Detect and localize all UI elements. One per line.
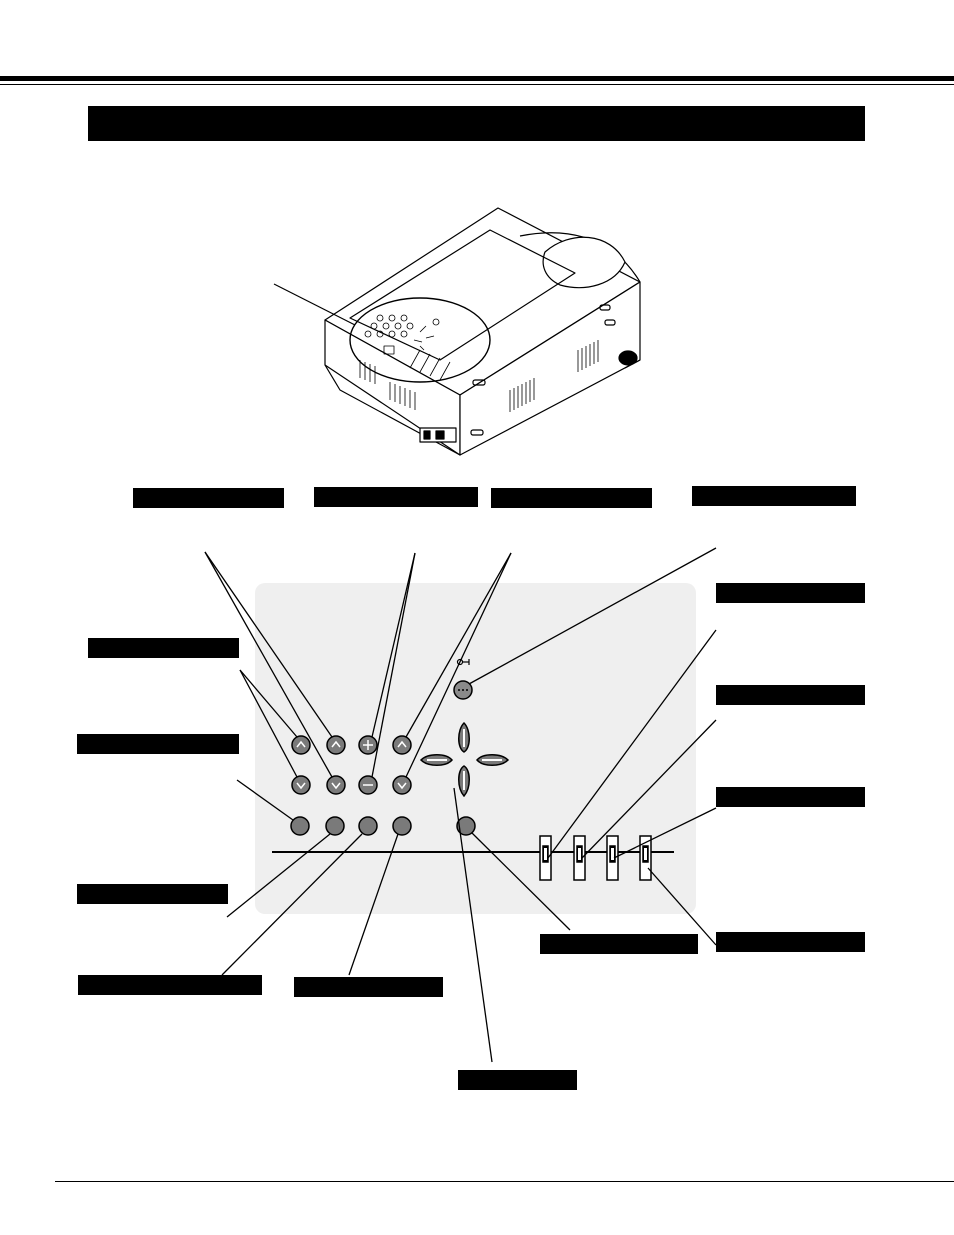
- callout-label-top-3: [491, 488, 652, 508]
- round-button-1[interactable]: [291, 817, 309, 835]
- callout-label-left-1: [88, 638, 239, 658]
- callout-label-right-3: [716, 787, 865, 807]
- callout-label-right-2: [716, 685, 865, 705]
- up-button-2[interactable]: [327, 736, 345, 754]
- indicator-1: [540, 836, 551, 880]
- down-button-3[interactable]: [393, 776, 411, 794]
- round-button-4[interactable]: [393, 817, 411, 835]
- round-button-3[interactable]: [359, 817, 377, 835]
- down-button-2[interactable]: [327, 776, 345, 794]
- callout-label-left-4: [78, 975, 262, 995]
- footer-rule: [55, 1181, 954, 1182]
- callout-label-bottom-2: [458, 1070, 577, 1090]
- minus-button[interactable]: [359, 776, 377, 794]
- round-button-2[interactable]: [326, 817, 344, 835]
- indicator-3: [607, 836, 618, 880]
- callout-label-left-3: [77, 884, 228, 904]
- control-panel-area: [255, 583, 696, 914]
- callout-label-right-4: [716, 932, 865, 952]
- callout-label-top-2: [314, 487, 478, 507]
- callout-label-left-5: [294, 977, 443, 997]
- up-button-1[interactable]: [292, 736, 310, 754]
- up-button-3[interactable]: [393, 736, 411, 754]
- callout-label-bottom-1: [540, 934, 698, 954]
- callout-label-right-1: [716, 583, 865, 603]
- indicator-2: [574, 836, 585, 880]
- plus-button[interactable]: [359, 736, 377, 754]
- projector-illustration: [274, 208, 640, 455]
- callout-label-left-2: [77, 734, 239, 754]
- callout-label-top-1: [133, 488, 284, 508]
- callout-label-top-4: [692, 486, 856, 506]
- down-button-1[interactable]: [292, 776, 310, 794]
